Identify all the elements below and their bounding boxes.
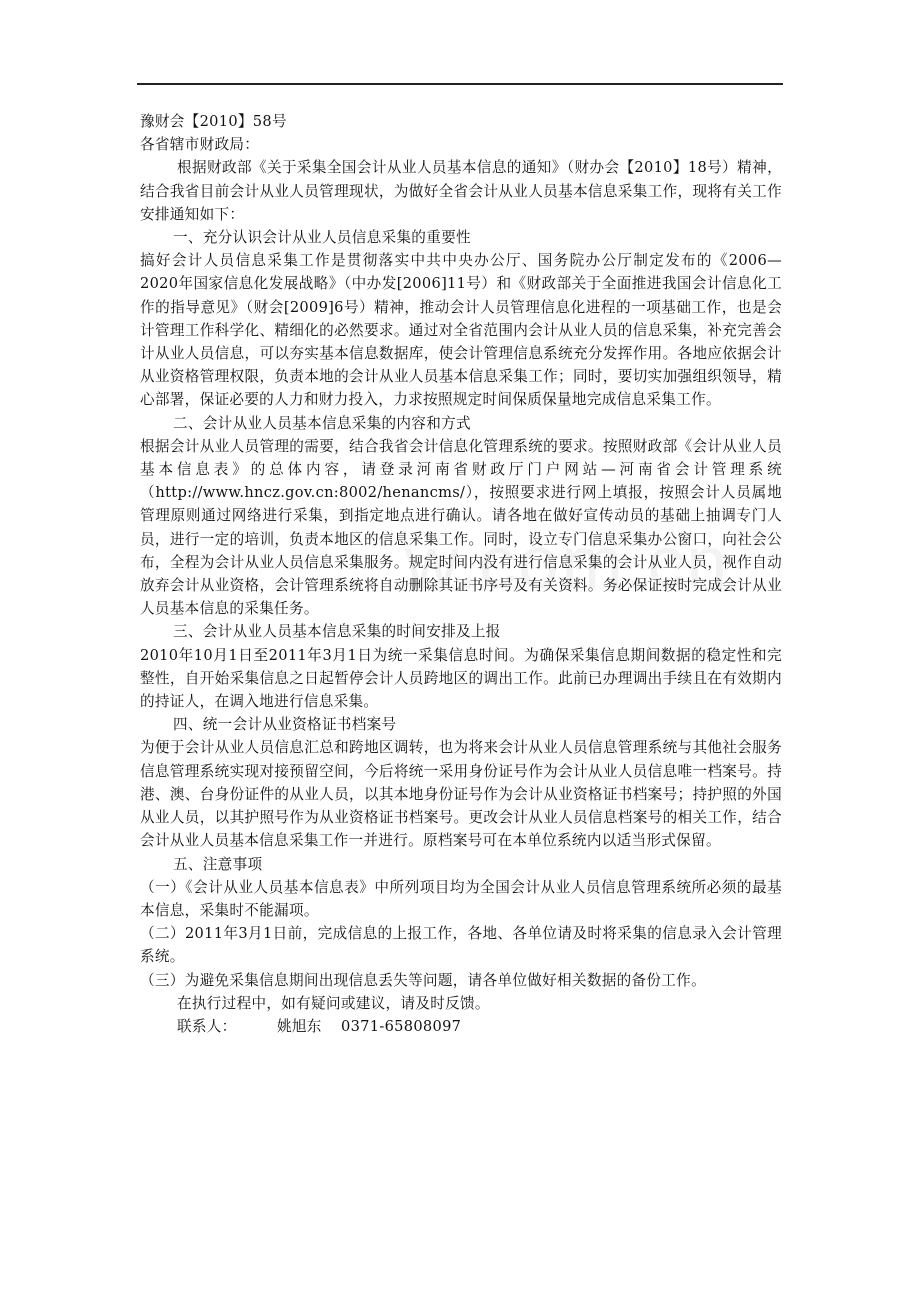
section-3-heading: 三、会计从业人员基本信息采集的时间安排及上报 bbox=[173, 623, 501, 641]
closing-line: 在执行过程中，如有疑问或建议，请及时反馈。 bbox=[177, 994, 490, 1012]
contact-row bbox=[140, 1015, 782, 1038]
section-2-paragraph: 根据会计从业人员管理的需要，结合我省会计信息化管理系统的要求。按照财政部《会计从业人员基本信息表》的总体内容，请登录河南省财政厅门户网站—河南省会计管理系统（http://www.hncz.gov.cn:8002/henancms/），按照要求进行网上填报，按照会计人员属地管理原则通过网络进行采集，到指定地点进行确认。请各地在做好宣传动员的基础上抽调专门人员，进行一定的培训，负责本地区的信息采集工作。同时，设立专门信息采集办公窗口，向社会公布，全程为会计从业人员信息采集服务。规定时间内没有进行信息采集的会计从业人员，视作自动放弃会计从业资格，会计管理系统将自动删除其证书序号及有关资料。务必保证按时完成会计从业人员基本信息的采集任务。 bbox=[140, 437, 782, 618]
note-item-3: （三）为避免采集信息期间出现信息丢失等问题，请各单位做好相关数据的备份工作。 bbox=[140, 971, 706, 989]
note-item-2: （二）2011年3月1日前，完成信息的上报工作，各地、各单位请及时将采集的信息录入会计管理系统。 bbox=[140, 925, 782, 966]
contact-label: 联系人： bbox=[177, 1017, 237, 1035]
section-1-heading: 一、充分认识会计从业人员信息采集的重要性 bbox=[173, 229, 471, 247]
header-rule bbox=[137, 83, 783, 85]
section-2-heading: 二、会计从业人员基本信息采集的内容和方式 bbox=[173, 414, 471, 432]
contact-name: 姚旭东 bbox=[277, 1017, 322, 1035]
section-3-paragraph: 2010年10月1日至2011年3月1日为统一采集信息时间。为确保采集信息期间数据的稳定性和完整性，自开始采集信息之日起暂停会计人员跨地区的调出工作。此前已办理调出手续且在有效期内的持证人，在调入地进行信息采集。 bbox=[140, 646, 782, 711]
recipient: 各省辖市财政局： bbox=[140, 136, 260, 154]
note-item-1: （一）《会计从业人员基本信息表》中所列项目均为全国会计从业人员信息管理系统所必须的最基本信息，采集时不能漏项。 bbox=[140, 878, 782, 919]
document-body bbox=[140, 110, 782, 1038]
doc-number: 豫财会【2010】58号 bbox=[140, 113, 287, 130]
contact-phone: 0371-65808097 bbox=[341, 1017, 462, 1035]
intro-paragraph: 根据财政部《关于采集全国会计从业人员基本信息的通知》（财办会【2010】18号）精神，结合我省目前会计从业人员管理现状，为做好全省会计从业人员基本信息采集工作，现将有关工作安排通知如下： bbox=[140, 159, 782, 223]
section-5-heading: 五、注意事项 bbox=[173, 855, 263, 873]
section-4-heading: 四、统一会计从业资格证书档案号 bbox=[173, 716, 397, 734]
section-1-paragraph: 搞好会计人员信息采集工作是贯彻落实中共中央办公厅、国务院办公厅制定发布的《2006—2020年国家信息化发展战略》（中办发[2006]11号）和《财政部关于全面推进我国会计信息化工作的指导意见》（财会[2009]6号）精神，推动会计人员管理信息化进程的一项基础工作，也是会计管理工作科学化、精细化的必然要求。通过对全省范围内会计从业人员的信息采集，补充完善会计从业人员信息，可以夯实基本信息数据库，使会计管理信息系统充分发挥作用。各地应依据会计从业资格管理权限，负责本地的会计从业人员基本信息采集工作；同时，要切实加强组织领导，精心部署，保证必要的人力和财力投入，力求按照规定时间保质保量地完成信息采集工作。 bbox=[140, 252, 782, 409]
section-4-paragraph: 为便于会计从业人员信息汇总和跨地区调转，也为将来会计从业人员信息管理系统与其他社会服务信息管理系统实现对接预留空间，今后将统一采用身份证号作为会计从业人员信息唯一档案号。持港、澳、台身份证件的从业人员，以其本地身份证号作为会计从业资格证书档案号；持护照的外国从业人员，以其护照号作为从业资格证书档案号。更改会计从业人员信息档案号的相关工作，结合会计从业人员基本信息采集工作一并进行。原档案号可在本单位系统内以适当形式保留。 bbox=[140, 739, 782, 850]
